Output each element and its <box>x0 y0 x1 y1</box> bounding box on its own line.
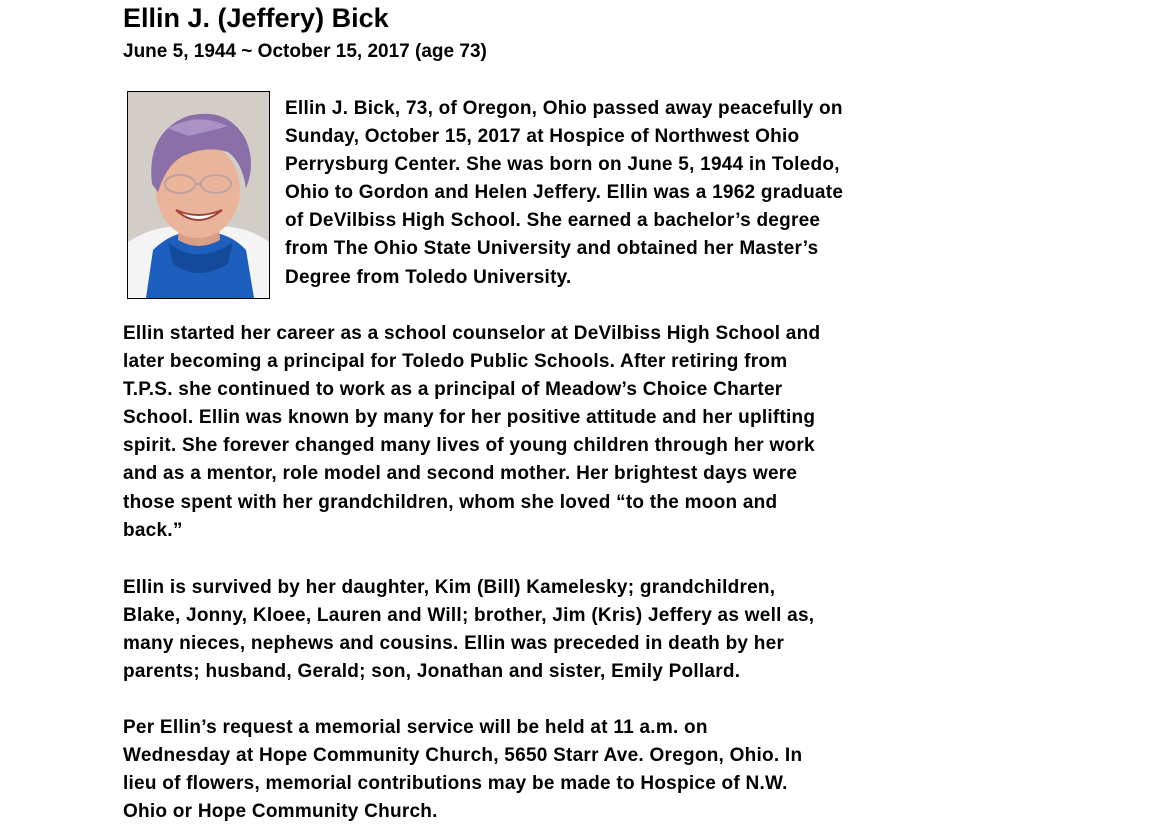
text-line: lieu of flowers, memorial contributions may be made to Hospice of N.W. <box>123 773 788 795</box>
text-line: parents; husband, Gerald; son, Jonathan and sister, Emily Pollard. <box>123 661 741 683</box>
text-line: Perrysburg Center. She was born on June 5, 1944 in Toledo, <box>285 154 840 176</box>
text-line: Per Ellin’s request a memorial service will be held at 11 a.m. on <box>123 717 708 738</box>
text-line: those spent with her grandchildren, whom she loved “to the moon and <box>123 491 778 513</box>
text-line: Wednesday at Hope Community Church, 5650 Starr Ave. Oregon, Ohio. In <box>123 745 803 767</box>
text-line: Ellin started her career as a school counselor at DeVilbiss High School and <box>123 323 821 344</box>
obituary-title: Ellin J. (Jeffery) Bick <box>123 3 389 33</box>
text-line: School. Ellin was known by many for her positive attitude and her uplifting <box>123 407 816 429</box>
text-line: Blake, Jonny, Kloee, Lauren and Will; brother, Jim (Kris) Jeffery as well as, <box>123 605 815 627</box>
obituary-paragraph-survivors <box>123 574 814 686</box>
obituary-paragraph-intro <box>285 95 843 292</box>
text-line: Ellin is survived by her daughter, Kim (Bill) Kamelesky; grandchildren, <box>123 577 776 598</box>
obituary-paragraph-career <box>123 320 820 545</box>
text-line: and as a mentor, role model and second mother. Her brightest days were <box>123 463 798 485</box>
text-line: Ohio to Gordon and Helen Jeffery. Ellin was a 1962 graduate <box>285 182 844 204</box>
portrait-image <box>128 92 269 298</box>
text-line: of DeVilbiss High School. She earned a bachelor’s degree <box>285 210 821 232</box>
text-line: Ellin J. Bick, 73, of Oregon, Ohio passed away peacefully on <box>285 98 843 119</box>
obituary-dates: June 5, 1944 ~ October 15, 2017 (age 73) <box>123 41 487 62</box>
text-line: Ohio or Hope Community Church. <box>123 801 438 823</box>
text-line: Degree from Toledo University. <box>285 266 572 288</box>
text-line: Sunday, October 15, 2017 at Hospice of Northwest Ohio <box>285 126 800 148</box>
text-line: back.” <box>123 519 183 541</box>
text-line: many nieces, nephews and cousins. Ellin was preceded in death by her <box>123 633 785 655</box>
portrait-photo <box>127 91 270 299</box>
text-line: later becoming a principal for Toledo Public Schools. After retiring from <box>123 351 788 373</box>
text-line: spirit. She forever changed many lives of young children through her work <box>123 435 815 457</box>
text-line: from The Ohio State University and obtained her Master’s <box>285 238 819 260</box>
text-line: T.P.S. she continued to work as a principal of Meadow’s Choice Charter <box>123 379 783 401</box>
obituary-paragraph-service <box>123 714 802 826</box>
